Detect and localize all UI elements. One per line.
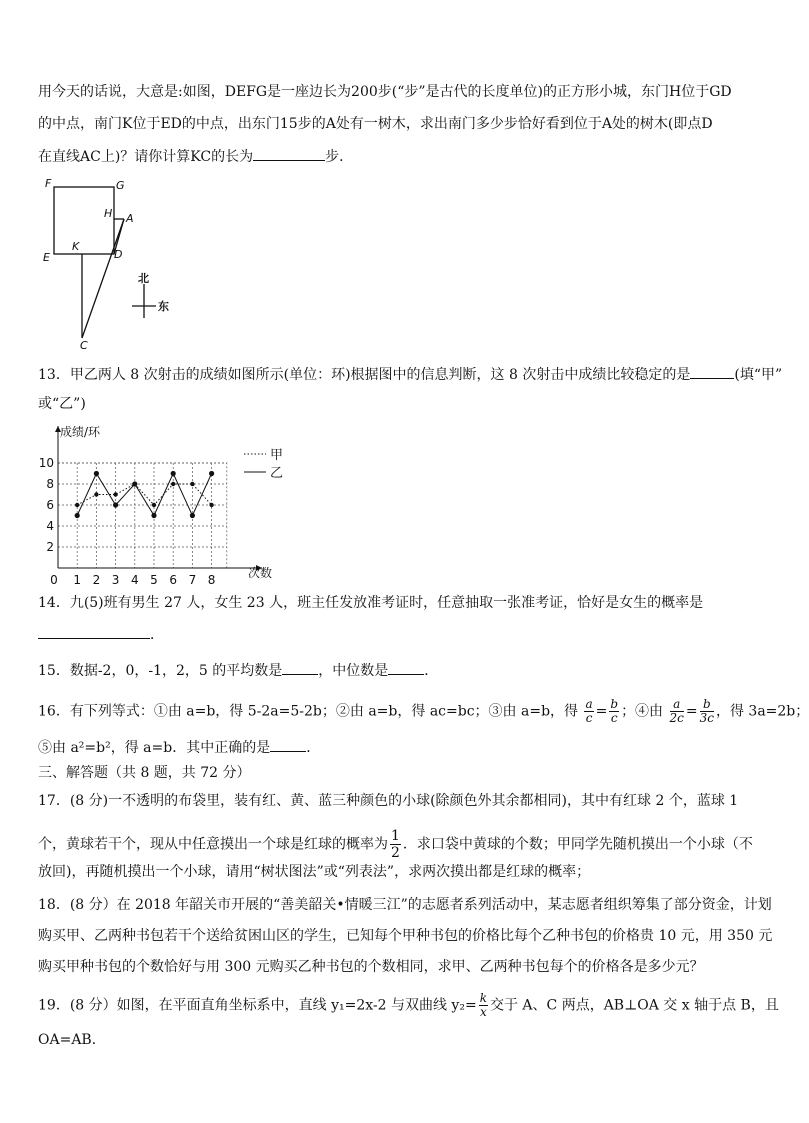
point-乙-1 <box>75 513 80 518</box>
q17-line-1: 17．(8 分)一不透明的布袋里，装有红、黄、蓝三种颜色的小球(除颜色外其余都相同)，其中有红球 2 个，蓝球 1 <box>38 793 739 809</box>
compass-east-label: 东 <box>158 300 169 313</box>
point-乙-3 <box>113 502 118 507</box>
q14-line-1: 14．九(5)班有男生 27 人，女生 23 人，班主任发放准考证时，任意抽取一张准考证，恰好是女生的概率是 <box>38 595 704 611</box>
q13-line-1-end: (填“甲” <box>734 367 783 383</box>
y-tick-label-2: 2 <box>46 540 54 554</box>
x-axis-label: 次数 <box>248 566 273 580</box>
line-A-C <box>82 219 124 338</box>
q16-line-2-text: ⑤由 a²=b²，得 a=b．其中正确的是 <box>38 740 271 756</box>
q15-text-a: 15．数据-2，0，-1，2，5 的平均数是 <box>38 663 283 679</box>
x-tick-label-8: 8 <box>207 573 216 587</box>
x-tick-label-6: 6 <box>169 573 178 587</box>
label-G: G <box>116 179 125 192</box>
q16-frac-3-right: $\frac{b}{c}$ <box>610 697 619 725</box>
q19-line-1-text: 19．(8 分）如图，在平面直角坐标系中，直线 y₁=2x-2 与双曲线 y₂= <box>38 997 477 1014</box>
x-tick-label-7: 7 <box>188 573 197 587</box>
point-甲-1 <box>75 503 79 507</box>
label-D: D <box>114 248 123 261</box>
q13-chart <box>30 420 300 588</box>
legend-label-乙: 乙 <box>270 466 284 481</box>
q12-line-1: 用今天的话说，大意是:如图，DEFG是一座边长为200步(“步”是古代的长度单位)的正方形小城，东门H位于GD <box>38 84 732 100</box>
label-H: H <box>104 207 113 220</box>
point-甲-6 <box>171 482 175 486</box>
x-tick-label-4: 4 <box>130 573 139 587</box>
q15-mean-blank[interactable] <box>282 660 318 675</box>
y-tick-label-6: 6 <box>46 498 54 512</box>
q12-line-3-end: 步． <box>325 149 354 165</box>
q17-fraction: $\frac{1}{2}$ <box>391 828 400 861</box>
q19-line-2: OA=AB． <box>38 1032 106 1048</box>
q16-line-2-end: ． <box>306 740 321 756</box>
q17-line-2-text: 个，黄球若干个，现从中任意摸出一个球是红球的概率为 <box>38 836 388 853</box>
x-tick-label-1: 1 <box>73 573 82 587</box>
y-tick-label-8: 8 <box>46 477 54 491</box>
point-甲-2 <box>94 492 98 496</box>
compass-north-label: 北 <box>138 272 149 285</box>
q13-line-1-text: 13．甲乙两人 8 次射击的成绩如图所示(单位：环)根据图中的信息判断，这 8 次射击中成绩比较稳定的是 <box>38 367 691 383</box>
point-甲-8 <box>209 503 213 507</box>
q16-eq-3: = <box>595 703 608 720</box>
q15-text-c: ． <box>424 663 439 679</box>
point-甲-7 <box>190 482 194 486</box>
q16-text-c: ，得 3a=2b； <box>715 703 809 720</box>
square-city <box>54 187 114 254</box>
point-乙-8 <box>209 471 214 476</box>
point-甲-3 <box>113 492 117 496</box>
q14-line-2 <box>38 624 164 645</box>
label-E: E <box>43 251 50 264</box>
point-乙-6 <box>171 471 176 476</box>
y-tick-label-10: 10 <box>38 456 54 470</box>
q19-line-1 <box>38 992 779 1019</box>
q13-line-2: 或“乙”) <box>38 396 86 412</box>
point-乙-2 <box>94 471 99 476</box>
q19-fraction: $\frac{k}{x}$ <box>479 991 487 1019</box>
q19-line-1-end: 交于 A、C 两点，AB⊥OA 交 x 轴于点 B，且 <box>489 997 779 1014</box>
q14-answer-blank[interactable] <box>38 624 150 639</box>
q16-frac-4-left: $\frac{a}{2c}$ <box>669 697 684 725</box>
q18-line-3: 购买甲种书包的个数恰好与用 300 元购买乙种书包的个数相同，求甲、乙两种书包每个的价格各是多少元？ <box>38 959 704 975</box>
point-乙-7 <box>190 513 195 518</box>
label-F: F <box>45 177 52 190</box>
q15-median-blank[interactable] <box>388 660 424 675</box>
y-axis-label: 成绩/环 <box>60 425 101 439</box>
q12-line-3-text: 在直线AC上)？请你计算KC的长为 <box>38 149 254 165</box>
legend-label-甲: 甲 <box>270 448 284 463</box>
q12-line-3 <box>38 146 353 167</box>
section-3-heading: 三、解答题（共 8 题，共 72 分） <box>38 765 251 781</box>
q13-answer-blank[interactable] <box>690 364 734 379</box>
q16-eq-4: = <box>685 703 698 720</box>
q17-line-3: 放回)，再随机摸出一个小球，请用“树状图法”或“列表法”，求两次摸出都是红球的概率； <box>38 864 591 880</box>
grid-frame <box>58 463 227 568</box>
x-tick-label-3: 3 <box>111 573 120 587</box>
q18-line-1: 18．(8 分）在 2018 年韶关市开展的“善美韶关•情暖三江”的志愿者系列活动中，某志愿者组织筹集了部分资金，计划 <box>38 897 772 913</box>
label-C: C <box>80 339 88 352</box>
x-tick-label-0: 0 <box>50 573 58 587</box>
q17-line-2-end: ．求口袋中黄球的个数；甲同学先随机摸出一个小球（不 <box>402 836 753 853</box>
x-tick-label-2: 2 <box>92 573 101 587</box>
x-tick-label-5: 5 <box>150 573 158 587</box>
q13-line-1 <box>38 364 782 385</box>
q16-line-1 <box>38 698 809 725</box>
q12-answer-blank[interactable] <box>253 146 325 161</box>
q15-text-b: ，中位数是 <box>318 663 389 679</box>
q17-line-2 <box>38 828 753 861</box>
q12-line-2: 的中点，南门K位于ED的中点，出东门15步的A处有一树木，求出南门多少步恰好看到位于A处的树木(即点D <box>38 116 713 132</box>
point-甲-5 <box>152 503 156 507</box>
q18-line-2: 购买甲、乙两种书包若干个送给贫困山区的学生，已知每个甲种书包的价格比每个乙种书包的价格贵 10 元，用 350 元 <box>38 928 773 944</box>
q16-answer-blank[interactable] <box>270 737 306 752</box>
q15-line <box>38 660 438 681</box>
q14-line-2-end: ． <box>150 627 164 643</box>
point-乙-4 <box>132 481 137 486</box>
label-K: K <box>72 240 80 253</box>
q16-text-b: ；④由 <box>621 703 664 720</box>
q16-frac-3-left: $\frac{a}{c}$ <box>585 697 593 725</box>
q16-text-a: 16．有下列等式：①由 a=b，得 5-2a=5-2b；②由 a=b，得 ac=bc；③由 a=b，得 <box>38 703 579 720</box>
q16-line-2 <box>38 737 320 758</box>
q16-frac-4-right: $\frac{b}{3c}$ <box>699 697 714 725</box>
label-A: A <box>126 212 134 225</box>
point-乙-5 <box>151 513 156 518</box>
y-tick-label-4: 4 <box>46 519 54 533</box>
q12-figure <box>36 172 186 352</box>
